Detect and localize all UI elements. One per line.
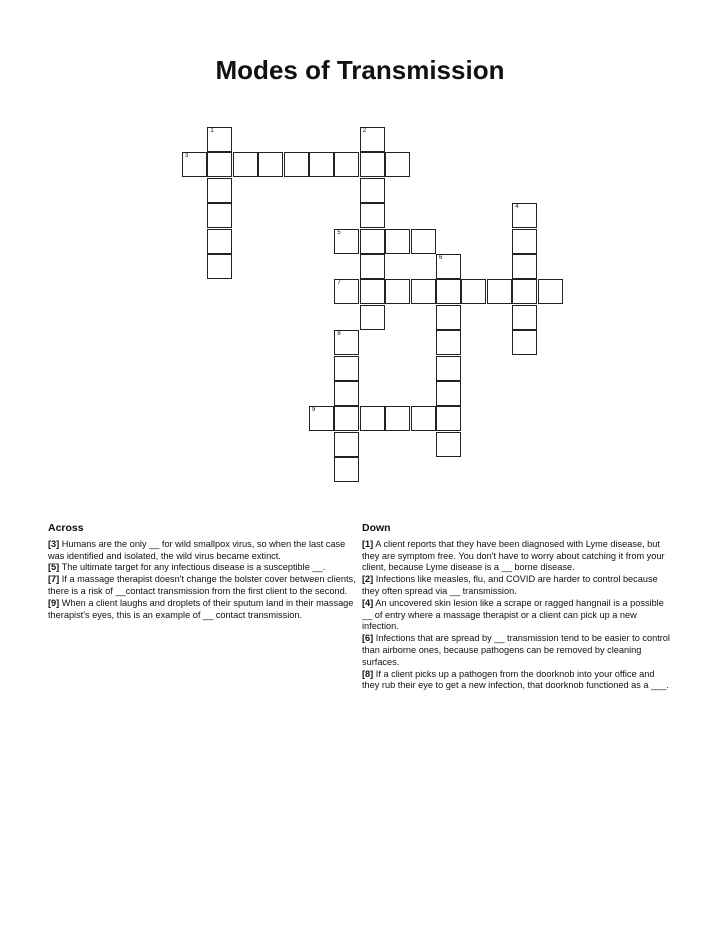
- across-clue: [48, 598, 358, 622]
- crossword-cell[interactable]: [512, 203, 537, 228]
- crossword-cell[interactable]: [207, 203, 232, 228]
- crossword-cell[interactable]: [436, 279, 461, 304]
- crossword-cell[interactable]: [436, 330, 461, 355]
- crossword-cell[interactable]: [360, 152, 385, 177]
- page-title: Modes of Transmission: [215, 55, 505, 85]
- crossword-cell[interactable]: [436, 305, 461, 330]
- clue-text: An uncovered skin lesion like a scrape or ragged hangnail is a possible __ of entry where a massage therapist or a client can pick up a new infection.: [362, 597, 664, 632]
- crossword-cell[interactable]: [284, 152, 309, 177]
- clue-text: The ultimate target for any infectious disease is a susceptible __.: [59, 562, 326, 573]
- crossword-cell[interactable]: [385, 406, 410, 431]
- crossword-cell[interactable]: [334, 330, 359, 355]
- down-clues: [362, 523, 672, 692]
- crossword-cell[interactable]: [360, 406, 385, 431]
- cell-number: 6: [439, 255, 443, 261]
- crossword-cell[interactable]: [411, 229, 436, 254]
- across-clue: [48, 574, 358, 598]
- crossword-cell[interactable]: [334, 457, 359, 482]
- clue-text: Infections that are spread by __ transmission tend to be easier to control than airborne ones, because pathogens can be removed by cleaning surfaces.: [362, 633, 670, 667]
- crossword-cell[interactable]: [207, 178, 232, 203]
- crossword-cell[interactable]: [461, 279, 486, 304]
- down-clue: [362, 669, 672, 693]
- crossword-cell[interactable]: [334, 406, 359, 431]
- clue-number: [7]: [48, 574, 60, 585]
- across-clues: [48, 523, 358, 621]
- clue-number: [4]: [362, 597, 374, 608]
- crossword-cell[interactable]: [207, 152, 232, 177]
- cell-number: 8: [337, 331, 341, 338]
- clue-number: [8]: [362, 668, 374, 679]
- clue-text: When a client laughs and droplets of their sputum land in their massage therapist's eyes, this is an example of __ contact transmission.: [48, 597, 354, 620]
- crossword-cell[interactable]: [436, 381, 461, 406]
- crossword-cell[interactable]: [512, 305, 537, 330]
- crossword-cell[interactable]: [360, 254, 385, 279]
- clue-number: [5]: [48, 562, 60, 573]
- cell-number: 9: [312, 407, 316, 414]
- clue-text: Humans are the only __ for wild smallpox virus, so when the last case was identified and isolated, the wild virus became extinct.: [48, 538, 346, 561]
- crossword-cell[interactable]: [233, 152, 258, 177]
- crossword-cell[interactable]: [334, 229, 359, 254]
- crossword-cell[interactable]: [334, 381, 359, 406]
- crossword-cell[interactable]: [207, 127, 232, 152]
- crossword-cell[interactable]: [334, 152, 359, 177]
- clue-text: Infections like measles, flu, and COVID are harder to control because they often spread via __ transmission.: [362, 574, 658, 596]
- crossword-cell[interactable]: [436, 356, 461, 381]
- crossword-cell[interactable]: [512, 330, 537, 355]
- across-clue: [48, 539, 358, 563]
- cell-number: 4: [515, 204, 519, 211]
- crossword-cell[interactable]: [360, 279, 385, 304]
- clue-number: [3]: [48, 538, 60, 549]
- across-clue-list: [48, 539, 358, 622]
- crossword-cell[interactable]: [309, 152, 334, 177]
- clue-text: A client reports that they have been diagnosed with Lyme disease, but they are symptom free. You don't have to worry about catching it from your client, because Lyme disease is a __ borne disease.: [362, 538, 665, 573]
- across-heading: Across: [48, 522, 84, 534]
- crossword-cell[interactable]: [360, 203, 385, 228]
- crossword-cell[interactable]: [411, 406, 436, 431]
- crossword-cell[interactable]: [385, 152, 410, 177]
- crossword-cell[interactable]: [385, 229, 410, 254]
- crossword-cell[interactable]: [334, 356, 359, 381]
- cell-number: 3: [185, 153, 189, 160]
- crossword-cell[interactable]: [360, 127, 385, 152]
- crossword-cell[interactable]: [360, 178, 385, 203]
- crossword-cell[interactable]: [411, 279, 436, 304]
- crossword-cell[interactable]: [334, 432, 359, 457]
- clue-number: [9]: [48, 597, 60, 608]
- crossword-cell[interactable]: [436, 406, 461, 431]
- down-heading: Down: [362, 522, 391, 534]
- crossword-cell[interactable]: [360, 229, 385, 254]
- crossword-cell[interactable]: [258, 152, 283, 177]
- crossword-cell[interactable]: [487, 279, 512, 304]
- down-clue: [362, 633, 672, 668]
- clue-number: [6]: [362, 633, 374, 644]
- crossword-cell[interactable]: [334, 279, 359, 304]
- down-clue: [362, 574, 672, 598]
- crossword-cell[interactable]: [385, 279, 410, 304]
- crossword-cell[interactable]: [207, 229, 232, 254]
- cell-number: 7: [337, 280, 341, 287]
- cell-number: 2: [362, 128, 367, 134]
- down-clue-list: [362, 539, 672, 692]
- crossword-grid: [182, 127, 557, 487]
- across-clue: [48, 562, 358, 574]
- clue-number: [2]: [362, 574, 374, 585]
- clue-text: If a client picks up a pathogen from the doorknob into your office and they rub their eye to get a new infection, that doorknob functioned as a ___.: [362, 668, 669, 691]
- crossword-cell[interactable]: [538, 279, 563, 304]
- down-clue: [362, 539, 672, 574]
- clue-text: If a massage therapist doesn't change the bolster cover between clients, there is a risk of __contact transmission from the first client to the second.: [48, 574, 356, 596]
- crossword-cell[interactable]: [182, 152, 207, 177]
- clue-number: [1]: [362, 538, 374, 549]
- crossword-cell[interactable]: [436, 254, 461, 279]
- crossword-cell[interactable]: [512, 279, 537, 304]
- crossword-cell[interactable]: [207, 254, 232, 279]
- crossword-cell[interactable]: [512, 254, 537, 279]
- crossword-cell[interactable]: [512, 229, 537, 254]
- cell-number: 5: [337, 229, 341, 236]
- down-clue: [362, 598, 672, 633]
- cell-number: 1: [210, 128, 214, 134]
- crossword-cell[interactable]: [360, 305, 385, 330]
- crossword-cell[interactable]: [436, 432, 461, 457]
- crossword-cell[interactable]: [309, 406, 334, 431]
